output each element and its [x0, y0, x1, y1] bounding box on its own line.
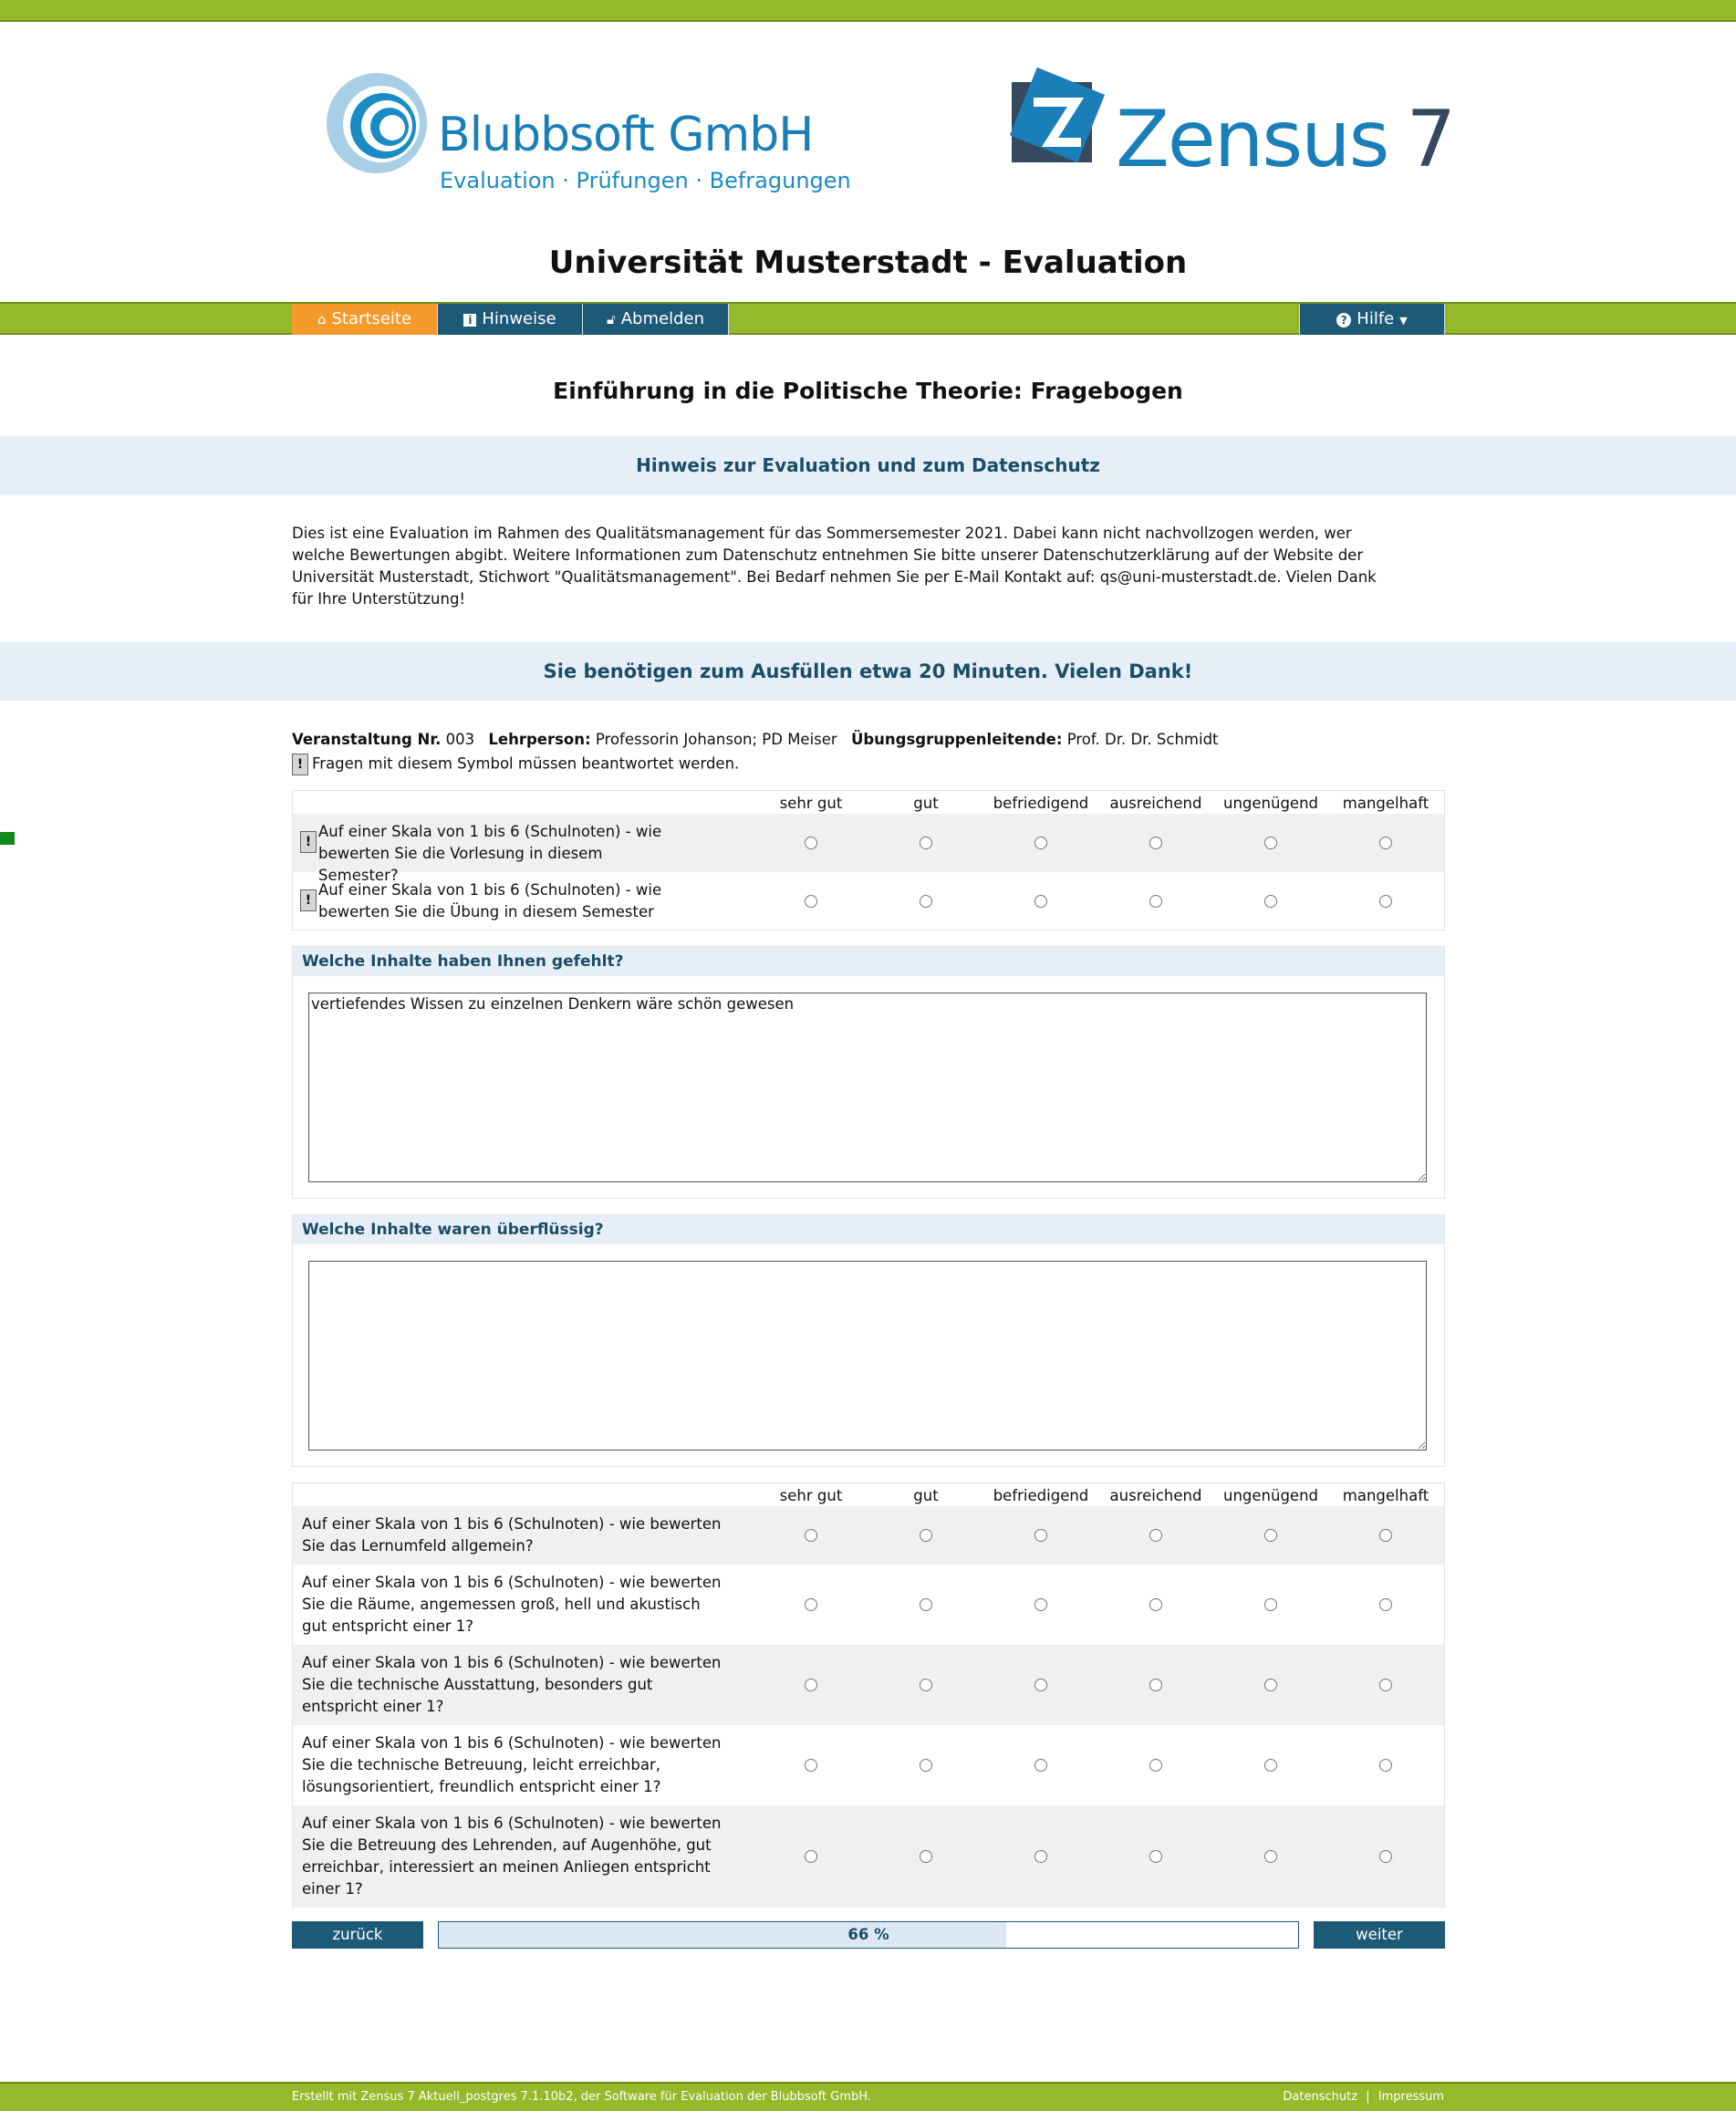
rating-radio[interactable]: [805, 1529, 817, 1542]
top-accent-bar: [0, 0, 1736, 22]
rating-radio[interactable]: [1379, 1679, 1392, 1691]
rating-radio[interactable]: [1379, 1529, 1392, 1542]
scale-header: mangelhaft: [1342, 1487, 1429, 1504]
rating-radio[interactable]: [1034, 1598, 1047, 1611]
text-question-heading: Welche Inhalte waren überflüssig?: [293, 1215, 1444, 1244]
question-icon: ?: [1336, 313, 1351, 328]
footer: [0, 2082, 1736, 2111]
product-name: [1116, 94, 1455, 185]
rating-radio[interactable]: [805, 895, 817, 908]
rating-radio[interactable]: [1264, 1759, 1277, 1772]
page-title: Universität Musterstadt - Evaluation: [548, 244, 1188, 281]
privacy-link[interactable]: Datenschutz: [1283, 2090, 1358, 2104]
scale-header: gut: [913, 1487, 939, 1504]
rating-radio[interactable]: [1034, 895, 1047, 908]
missing-content-field[interactable]: [308, 993, 1427, 1182]
rating-radio[interactable]: [920, 1759, 932, 1772]
rating-radio[interactable]: [805, 1759, 817, 1772]
imprint-link[interactable]: Impressum: [1377, 2090, 1444, 2104]
required-icon: !: [292, 754, 308, 775]
privacy-text: Dies ist eine Evaluation im Rahmen des Qualitätsmanagement für das Sommersemester 2021. Dabei kann nicht nachvollzogen werden, wer welche Bewertungen abgibt. Weitere Informationen zum Datenschutz entnehmen Sie bitte unserer Datenschutzerklärung auf der Website der Universität Musterstadt, Stichwort "Qualitätsmanagement". Bei Bedarf nehmen Sie per E-Mail Kontakt auf: qs@uni-musterstadt.de. Vielen Dank für Ihre Unterstützung!: [292, 525, 1377, 608]
scale-header: befriedigend: [993, 1487, 1089, 1504]
zensus-z-icon: [997, 66, 1111, 180]
table-row: [293, 872, 1444, 931]
question-text: Auf einer Skala von 1 bis 6 (Schulnoten) - wie bewerten Sie die Übung in diesem Semester: [318, 881, 662, 920]
rating-radio[interactable]: [1034, 1850, 1047, 1863]
scale-header: mangelhaft: [1342, 795, 1429, 812]
privacy-heading: Hinweis zur Evaluation und zum Datenschutz: [0, 436, 1736, 494]
table-row: [293, 814, 1444, 884]
next-button[interactable]: weiter: [1314, 1921, 1445, 1949]
table-row: [293, 1725, 1444, 1805]
rating-radio[interactable]: [1264, 1679, 1277, 1691]
text-question-superfluous: [292, 1214, 1445, 1467]
text-question-heading: Welche Inhalte haben Ihnen gefehlt?: [293, 947, 1444, 976]
footer-credit: Erstellt mit Zensus 7 Aktuell_postgres 7.1.10b2, der Software für Evaluation der Blubbsoft GmbH.: [292, 2090, 871, 2104]
footer-separator: |: [1366, 2090, 1370, 2104]
rating-radio[interactable]: [805, 1679, 817, 1691]
company-name: Blubbsoft GmbH: [438, 108, 814, 162]
rating-radio[interactable]: [1264, 1529, 1277, 1542]
rating-radio[interactable]: [1034, 1679, 1047, 1691]
table-row: [293, 1506, 1444, 1565]
blubbsoft-logo: [327, 73, 851, 201]
rating-radio[interactable]: [1149, 895, 1162, 908]
scale-header: sehr gut: [779, 1487, 843, 1504]
rating-radio[interactable]: [1149, 1850, 1162, 1863]
rating-radio[interactable]: [920, 1598, 932, 1611]
form-title: Einführung in die Politische Theorie: Fragebogen: [553, 378, 1183, 404]
main-nav: [0, 302, 1736, 335]
rating-radio[interactable]: [1264, 837, 1277, 849]
footer-links: [1283, 2090, 1444, 2104]
text-question-missing: [292, 946, 1445, 1199]
company-tagline: Evaluation · Prüfungen · Befragungen: [440, 168, 851, 193]
rating-radio[interactable]: [1379, 1759, 1392, 1772]
rating-radio[interactable]: [1264, 895, 1277, 908]
rating-table-2: [292, 1482, 1445, 1908]
table-row: [293, 1805, 1444, 1908]
zensus-logo: [997, 66, 1471, 203]
rating-radio[interactable]: [805, 1850, 817, 1863]
scale-header: gut: [913, 795, 939, 812]
nav-help-label: Hilfe: [1357, 309, 1395, 328]
rating-radio[interactable]: [1264, 1598, 1277, 1611]
rating-radio[interactable]: [1149, 1759, 1162, 1772]
question-text: Auf einer Skala von 1 bis 6 (Schulnoten) - wie bewerten Sie die Vorlesung in diesem Semester?: [318, 823, 662, 884]
logo-area: [0, 55, 1736, 192]
question-text: Auf einer Skala von 1 bis 6 (Schulnoten) - wie bewerten Sie die Räume, angemessen groß, hell und akustisch gut entspricht einer 1?: [302, 1574, 722, 1635]
nav-logout-label: Abmelden: [620, 309, 704, 328]
scale-header: sehr gut: [779, 795, 843, 812]
superfluous-content-field[interactable]: [308, 1261, 1427, 1451]
rating-radio[interactable]: [1149, 837, 1162, 849]
scale-header: ausreichend: [1109, 1487, 1202, 1504]
course-label: Veranstaltung Nr.: [292, 731, 442, 748]
question-text: Auf einer Skala von 1 bis 6 (Schulnoten) - wie bewerten Sie die Betreuung des Lehrenden, auf Augenhöhe, gut erreichbar, interessiert an meinen Anliegen entspricht einer 1?: [302, 1815, 722, 1898]
required-icon: !: [300, 889, 317, 911]
course-meta: [292, 731, 1219, 748]
unlock-icon: 🔓︎: [607, 311, 616, 328]
course-value: 003: [445, 731, 475, 748]
question-text: Auf einer Skala von 1 bis 6 (Schulnoten) - wie bewerten Sie das Lernumfeld allgemein?: [302, 1515, 722, 1555]
question-text: Auf einer Skala von 1 bis 6 (Schulnoten) - wie bewerten Sie die technische Ausstattung, besonders gut entspricht einer 1?: [302, 1654, 722, 1715]
rating-radio[interactable]: [920, 895, 932, 908]
rating-radio[interactable]: [805, 1598, 817, 1611]
rating-radio[interactable]: [1149, 1529, 1162, 1542]
info-icon: i: [463, 314, 476, 327]
rating-radio[interactable]: [1149, 1679, 1162, 1691]
back-button[interactable]: zurück: [292, 1921, 423, 1949]
scale-header: ausreichend: [1109, 795, 1202, 812]
rating-radio[interactable]: [1379, 1598, 1392, 1611]
rating-radio[interactable]: [1379, 895, 1392, 908]
product-version: 7: [1406, 94, 1455, 185]
scale-header: ungenügend: [1222, 795, 1318, 812]
nav-home[interactable]: [292, 304, 438, 335]
rating-radio[interactable]: [805, 837, 817, 849]
lecturer-label: Lehrperson:: [488, 731, 591, 748]
rating-radio[interactable]: [920, 1529, 932, 1542]
home-icon: ⌂: [317, 311, 327, 328]
chevron-down-icon: ▼: [1399, 315, 1408, 327]
tutor-value: Prof. Dr. Dr. Schmidt: [1066, 731, 1219, 748]
rating-radio[interactable]: [920, 837, 932, 849]
rating-radio[interactable]: [920, 1679, 932, 1691]
required-note: [292, 754, 739, 775]
nav-logout[interactable]: [583, 304, 729, 335]
rating-radio[interactable]: [1034, 837, 1047, 849]
progress-bar: [438, 1921, 1299, 1949]
table-row: [293, 1565, 1444, 1645]
tutor-label: Übungsgruppenleitende:: [850, 731, 1063, 748]
nav-help[interactable]: [1299, 304, 1445, 335]
rating-radio[interactable]: [1034, 1529, 1047, 1542]
side-marker: [0, 832, 15, 845]
nav-hints-label: Hinweise: [482, 309, 556, 328]
nav-home-label: Startseite: [331, 309, 412, 328]
rating-radio[interactable]: [920, 1850, 932, 1863]
duration-note: Sie benötigen zum Ausfüllen etwa 20 Minuten. Vielen Dank!: [0, 642, 1736, 701]
rating-radio[interactable]: [1264, 1850, 1277, 1863]
table-row: [293, 1645, 1444, 1725]
rating-table-1: [292, 790, 1445, 931]
lecturer-value: Professorin Johanson; PD Meiser: [595, 731, 837, 748]
required-icon: !: [300, 831, 317, 853]
question-text: Auf einer Skala von 1 bis 6 (Schulnoten) - wie bewerten Sie die technische Betreuung, leicht erreichbar, lösungsorientiert, freundlich entspricht einer 1?: [302, 1734, 722, 1795]
scale-header: befriedigend: [993, 795, 1089, 812]
rating-radio[interactable]: [1034, 1759, 1047, 1772]
blubbsoft-swirl-ring: [379, 115, 405, 140]
nav-hints[interactable]: [438, 304, 583, 335]
rating-radio[interactable]: [1379, 1850, 1392, 1863]
rating-radio[interactable]: [1379, 837, 1392, 849]
scale-header: ungenügend: [1222, 1487, 1318, 1504]
required-note-text: Fragen mit diesem Symbol müssen beantwortet werden.: [312, 754, 740, 773]
product-name-text: Zensus: [1116, 94, 1388, 185]
rating-radio[interactable]: [1149, 1598, 1162, 1611]
progress-text: 66 %: [847, 1926, 889, 1943]
